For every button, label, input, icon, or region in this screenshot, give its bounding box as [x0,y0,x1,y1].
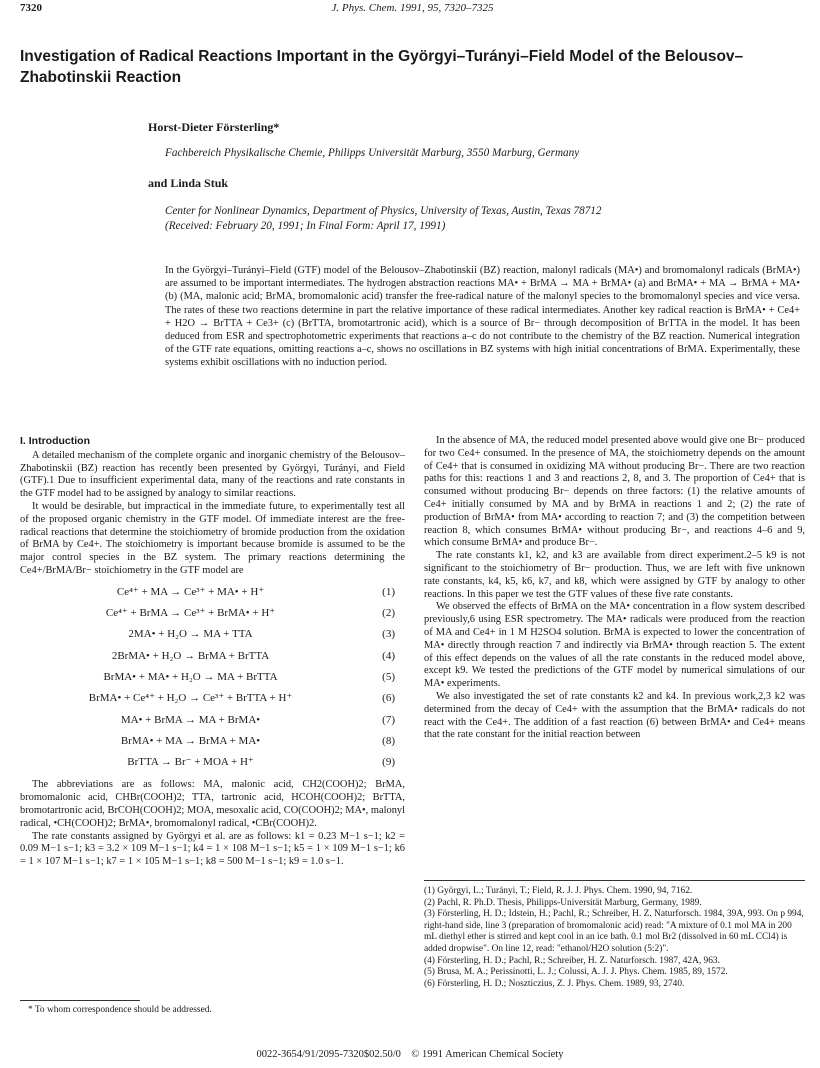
author-2-name: and Linda Stuk [148,176,229,190]
reference: (3) Försterling, H. D.; Idstein, H.; Pachl, R.; Schreiber, H. Z. Naturforsch. 1984, 39A, 993. On p 994, right-hand side, line 3 (preparation of bromomalonic acid) read: "A mixture of 0.1 mol MA in 200 mL diethyl ether is stirred and kept cool in an ice bath. 0.1 mol Br2 (dissolved in 60 mL CCl4) is added dropwise". On line 12, read: "ethanol/H2O solution (5:2)". [424,909,804,954]
equation-expression: BrMA• + Ce⁴⁺ + H₂O → Ce³⁺ + BrTTA + H⁺ [88,692,293,705]
equation [20,604,405,625]
running-header [20,2,805,18]
equation [20,583,405,604]
footnote-rule-left [20,1000,140,1001]
correspondence-note: * To whom correspondence should be addressed. [28,1005,212,1015]
abstract: In the Györgyi–Turányi–Field (GTF) model of the Belousov–Zhabotinskii (BZ) reaction, malonyl radicals (MA•) and bromomalonyl radicals (BrMA•) are assumed to be important intermediates. The hydrogen abstraction reactions MA• + BrMA → MA + BrMA• (a) and BrMA• + MA → BrMA + MA• (b) (MA, malonic acid; BrMA, bromomalonic acid) transfer the free-radical nature of the malonyl species to the bromomalonyl species and vice versa. The rates of these two reactions determine in part the relative importance of these radical intermediates. Another key radical reaction is BrMA• + Ce4+ + H2O → BrTTA + Ce3+ (c) (BrTTA, bromotartronic acid), which is a source of Br− through decomposition of BrTTA in the model. It has been deduced from ESR and spectrophotometric experiments that reactions a–c do not contribute to the chemistry of the BZ reaction. Numerical integration of the GTF rate equations, omitting reactions a–c, shows no oscillations in BZ systems with high initial concentrations of BrMA. Experimentally, these systems exhibit oscillations with no induction period. [165,265,800,369]
paragraph: The rate constants k1, k2, and k3 are available from direct experiment.2–5 k9 is not significant to the stoichiometry of Br− production. Thus, we are left with five unknown rate constants, k4, k5, k6, k7, and k8, which were assigned by GTF by analogy to other reactions. In this paper we test the GTF values of these five rate constants. [424,550,805,600]
equation-number: (2) [382,607,395,620]
reference: (4) Försterling, H. D.; Pachl, R.; Schreiber, H. Z. Naturforsch. 1987, 42A, 963. [424,955,720,966]
equation-number: (7) [382,713,395,726]
equation [20,753,405,774]
copyright-notice: © 1991 American Chemical Society [411,1049,564,1060]
article-title: Investigation of Radical Reactions Important in the Györgyi–Turányi–Field Model of the Belousov–Zhabotinskii Reaction [20,48,744,86]
paragraph: It would be desirable, but impractical in the immediate future, to experimentally test all of the proposed organic chemistry in the GTF model. Of immediate interest are the free-radical reactions that determine the stoichiometry of bromide production from the oxidation of BrMA by Ce4+. The stoichiometry is important because bromide is assumed to be the major control species in the BZ system. The primary reactions determining the Ce4+/BrMA/Br− stoichiometry in the GTF model are [20,500,405,576]
equation-expression: BrTTA → Br⁻ + MOA + H⁺ [127,756,254,769]
equation-number: (1) [382,585,395,598]
author-1-name: Horst-Dieter Försterling* [148,120,280,134]
left-column [20,435,405,869]
equation-expression: Ce⁴⁺ + BrMA → Ce³⁺ + BrMA• + H⁺ [105,607,276,620]
equation-number: (5) [382,670,395,683]
author-2-affiliation: Center for Nonlinear Dynamics, Department of Physics, University of Texas, Austin, Texas 78712 [165,205,602,217]
paragraph: We also investigated the set of rate constants k2 and k4. In previous work,2,3 k2 was determined from the decay of Ce4+ with the assumption that the BrMA• radicals do not react with the Ce4+. The addition of a fast reaction (6) between BrMA• and Ce4+ means that the rate constant for the initial reaction between [424,690,805,741]
equation [20,732,405,753]
equation [20,625,405,646]
reference: (1) Györgyi, L.; Turányi, T.; Field, R. J. J. Phys. Chem. 1990, 94, 7162. [424,886,693,896]
equation-expression: BrMA• + MA → BrMA + MA• [120,734,261,747]
received-dates: (Received: February 20, 1991; In Final Form: April 17, 1991) [165,220,446,232]
paragraph: The rate constants assigned by Györgyi et al. are as follows: k1 = 0.23 M−1 s−1; k2 = 0.09 M−1 s−1; k3 = 3.2 × 109 M−1 s−1; k4 = 1 × 108 M−1 s−1; k5 = 1 × 109 M−1 s−1; k6 = 1 × 107 M−1 s−1; k7 = 1 × 105 M−1 s−1; k8 = 500 M−1 s−1; k9 = 1.0 s−1. [20,830,405,868]
paragraph: We observed the effects of BrMA on the MA• concentration in a flow system described previously,6 using ESR spectrometry. The MA• radicals were produced from the reaction of MA and Ce4+ in 1 M H2SO4 solution. BrMA is expected to lower the concentration of MA• directly through reaction 7 and indirectly via BrMA• through reaction 5. The extent of this effect depends on the values of all the rate constants in the reduced model above, except k9. We tested the predictions of the GTF model by numerical simulations of our MA• experiments. [424,601,805,690]
section-heading: I. Introduction [20,435,90,447]
journal-citation: J. Phys. Chem. 1991, 95, 7320–7325 [331,2,494,14]
right-column [424,435,805,742]
reference: (2) Pachl, R. Ph.D. Thesis, Philipps-Universität Marburg, Germany, 1989. [424,897,702,908]
reference: (5) Brusa, M. A.; Perissinotti, L. J.; Colussi, A. J. J. Phys. Chem. 1985, 89, 1572. [424,967,728,978]
equation [20,647,405,668]
equation [20,711,405,732]
references-list [424,886,805,990]
equation-number: (3) [382,628,395,641]
equation-expression: MA• + BrMA → MA + BrMA• [120,713,261,726]
equation [20,668,405,689]
equation-expression: 2MA• + H₂O → MA + TTA [128,628,253,641]
equation-expression: 2BrMA• + H₂O → BrMA + BrTTA [111,649,270,662]
equation-expression: Ce⁴⁺ + MA → Ce³⁺ + MA• + H⁺ [116,585,265,598]
equation-number: (4) [382,649,395,662]
author-1-affiliation: Fachbereich Physikalische Chemie, Philipps Universität Marburg, 3550 Marburg, Germany [165,147,580,159]
footnote-rule-right [424,880,805,881]
reaction-scheme [20,583,405,775]
equation-number: (6) [382,692,395,705]
equation-expression: BrMA• + MA• + H₂O → MA + BrTTA [103,670,278,683]
reference: (6) Försterling, H. D.; Noszticzius, Z. J. Phys. Chem. 1989, 93, 2740. [424,978,685,989]
paragraph: A detailed mechanism of the complete organic and inorganic chemistry of the Belousov–Zhabotinskii (BZ) reaction has recently been presented by Györgyi, Turányi, and Field (GTF).1 Due to insufficient experimental data, many of the reactions and rate constants in the GTF model had to be assigned by analogy to similar reactions. [20,449,405,500]
equation [20,689,405,710]
page-number: 7320 [20,2,42,14]
paragraph: In the absence of MA, the reduced model presented above would give one Br− produced for two Ce4+ consumed. In the presence of MA, the stoichiometry depends on the amount of Ce4+ that is consumed in oxidizing MA without producing Br−. There are two reaction paths for this: reactions 1 and 3 and reactions 2, 8, and 3. The proportion of Ce4+ that is consumed without producing Br− depends on three factors: (1) the relative amounts of Ce4+ initially consumed by MA and by BrMA in reactions 1 and 2; (2) the rate of production of BrMA• from MA• according to reaction 7; and (3) the competition between reaction 8, which consumes BrMA• without producing Br−, and reactions 4–6 and 9, which consume BrMA• and produce Br−. [424,435,805,549]
publication-code: 0022-3654/91/2095-7320$02.50/0 [256,1049,401,1060]
equation-number: (9) [382,756,395,769]
equation-number: (8) [382,734,395,747]
page-footer [0,1049,820,1060]
paragraph: The abbreviations are as follows: MA, malonic acid, CH2(COOH)2; BrMA, bromomalonic acid, CHBr(COOH)2; TTA, tartronic acid, HCOH(COOH)2; BrTTA, bromotartronic acid, BrCOH(COOH)2; MOA, mesoxalic acid, CO(COOH)2; MA•, malonyl radical, •CH(COOH)2; BrMA•, bromomalonyl radical, •CBr(COOH)2. [20,779,405,829]
